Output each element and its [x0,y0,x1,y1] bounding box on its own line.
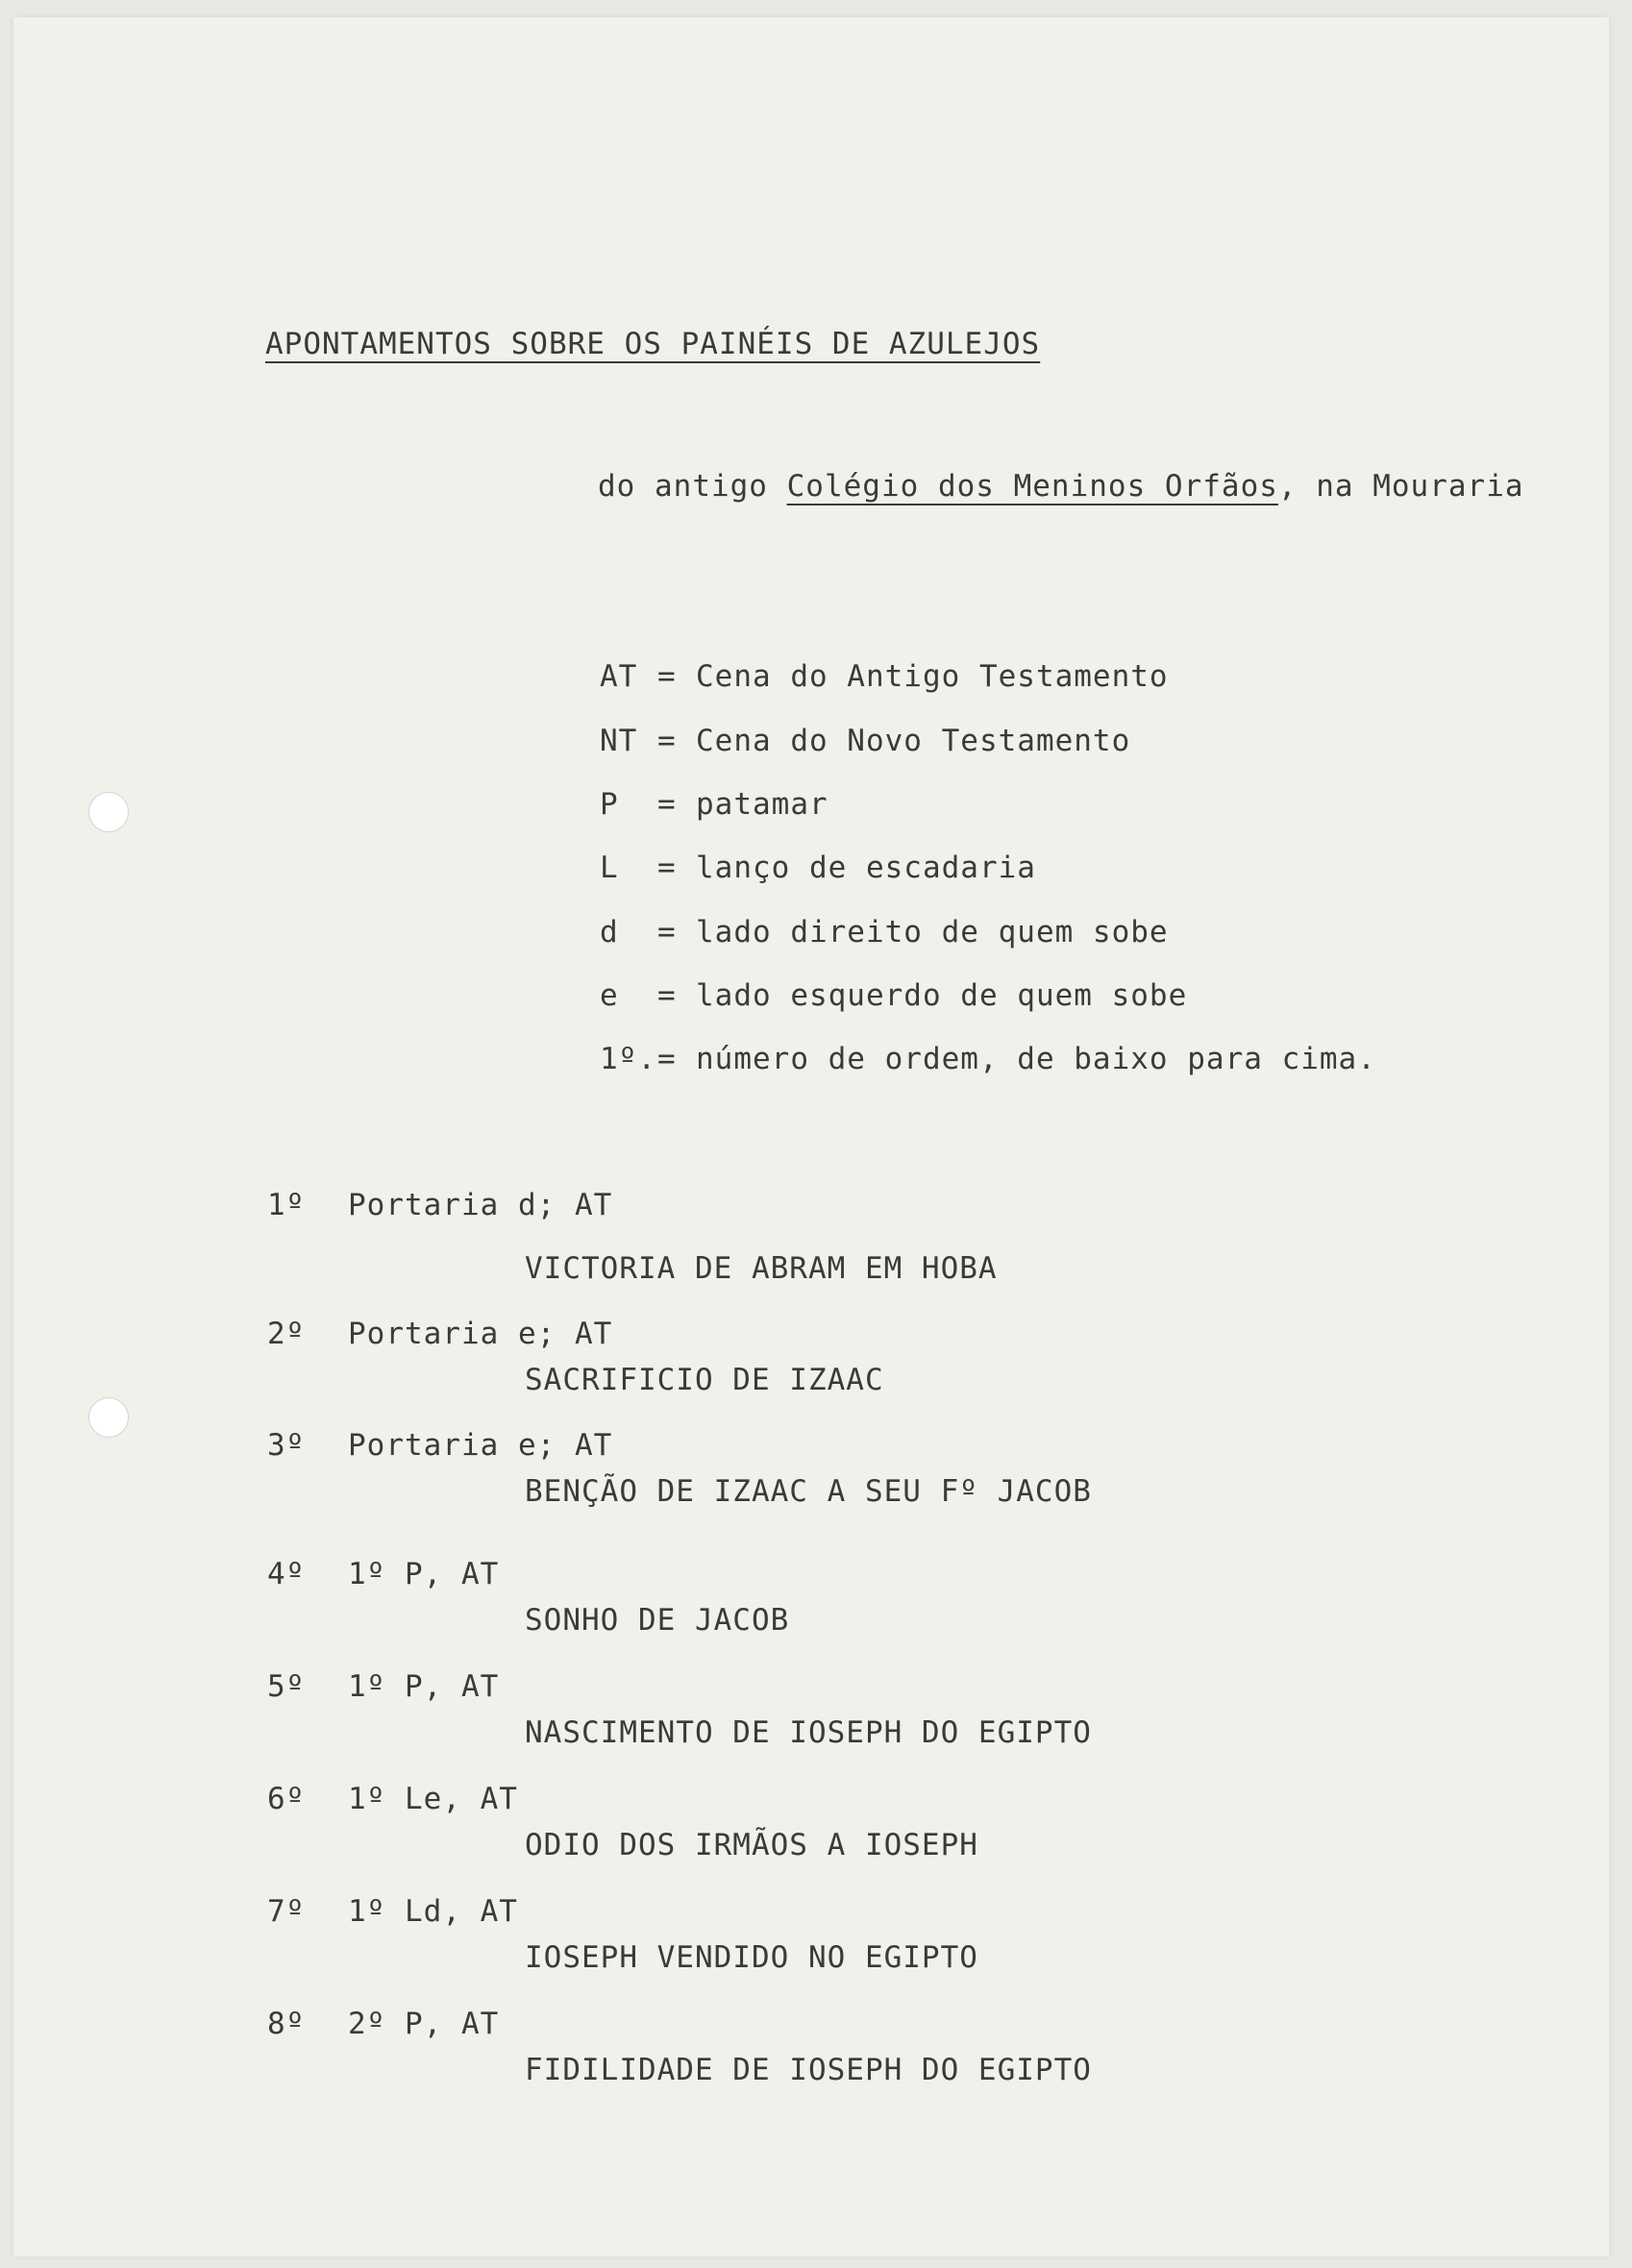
entry-number: 2º [267,1317,306,1351]
legend-desc: patamar [696,787,828,822]
legend-sep: = [657,787,677,822]
legend-item [600,978,1187,1013]
subtitle-institution: Colégio dos Meninos Orfãos [786,469,1278,504]
legend-desc: lado esquerdo de quem sobe [696,978,1188,1013]
entry-location: Portaria e; AT [348,1317,613,1351]
entry-header [267,1669,499,1704]
entry-scene: IOSEPH VENDIDO NO EGIPTO [525,1940,978,1975]
entry-location: Portaria d; AT [348,1188,613,1222]
entry-scene: BENÇÃO DE IZAAC A SEU Fº JACOB [525,1474,1092,1509]
legend-sep: = [657,1042,677,1076]
legend-key: e [600,978,619,1013]
entry-header [267,1894,518,1929]
entry-location: 1º Ld, AT [348,1894,518,1929]
punch-hole [88,792,129,832]
legend-desc: lanço de escadaria [696,850,1036,885]
legend-item [600,787,828,822]
entry-scene: ODIO DOS IRMÃOS A IOSEPH [525,1828,978,1862]
entry-scene: VICTORIA DE ABRAM EM HOBA [525,1251,998,1286]
legend-key: L [600,850,619,885]
legend-sep: = [657,724,677,758]
legend-key: 1º. [600,1042,656,1076]
legend-item [600,915,1169,949]
legend-item [600,850,1036,885]
entry-location: 1º Le, AT [348,1782,518,1816]
legend-desc: lado direito de quem sobe [696,915,1169,949]
subtitle-prefix: do antigo [598,469,787,504]
legend-sep: = [657,659,677,694]
entry-header [267,1557,499,1591]
entry-scene: NASCIMENTO DE IOSEPH DO EGIPTO [525,1715,1092,1750]
entry-location: 2º P, AT [348,2007,500,2041]
legend-sep: = [657,850,677,885]
legend-key: NT [600,724,638,758]
legend-sep: = [657,915,677,949]
entry-number: 6º [267,1782,306,1816]
entry-scene: SACRIFICIO DE IZAAC [525,1363,884,1397]
legend-sep: = [657,978,677,1013]
entry-header [267,1428,612,1463]
entry-number: 4º [267,1557,306,1591]
entry-location: 1º P, AT [348,1557,500,1591]
entry-header [267,2007,499,2041]
document-subtitle [598,469,1524,504]
entry-number: 1º [267,1188,306,1222]
entry-header [267,1782,518,1816]
legend-desc: Cena do Novo Testamento [696,724,1131,758]
legend-desc: número de ordem, de baixo para cima. [696,1042,1376,1076]
entry-scene: SONHO DE JACOB [525,1603,790,1638]
entry-header [267,1317,612,1351]
entry-header [267,1188,612,1222]
entry-location: Portaria e; AT [348,1428,613,1463]
legend-item [600,659,1169,694]
entry-number: 3º [267,1428,306,1463]
subtitle-suffix: , na Mouraria [1277,469,1524,504]
entry-location: 1º P, AT [348,1669,500,1704]
entry-number: 8º [267,2007,306,2041]
legend-desc: Cena do Antigo Testamento [696,659,1169,694]
entry-number: 7º [267,1894,306,1929]
legend-key: P [600,787,619,822]
entry-scene: FIDILIDADE DE IOSEPH DO EGIPTO [525,2053,1092,2087]
legend-key: d [600,915,619,949]
legend-item [600,1042,1376,1076]
legend-item [600,724,1130,758]
entry-number: 5º [267,1669,306,1704]
punch-hole [88,1397,129,1438]
document-page [13,17,1609,2256]
document-title: APONTAMENTOS SOBRE OS PAINÉIS DE AZULEJOS [265,327,1041,361]
legend-key: AT [600,659,638,694]
